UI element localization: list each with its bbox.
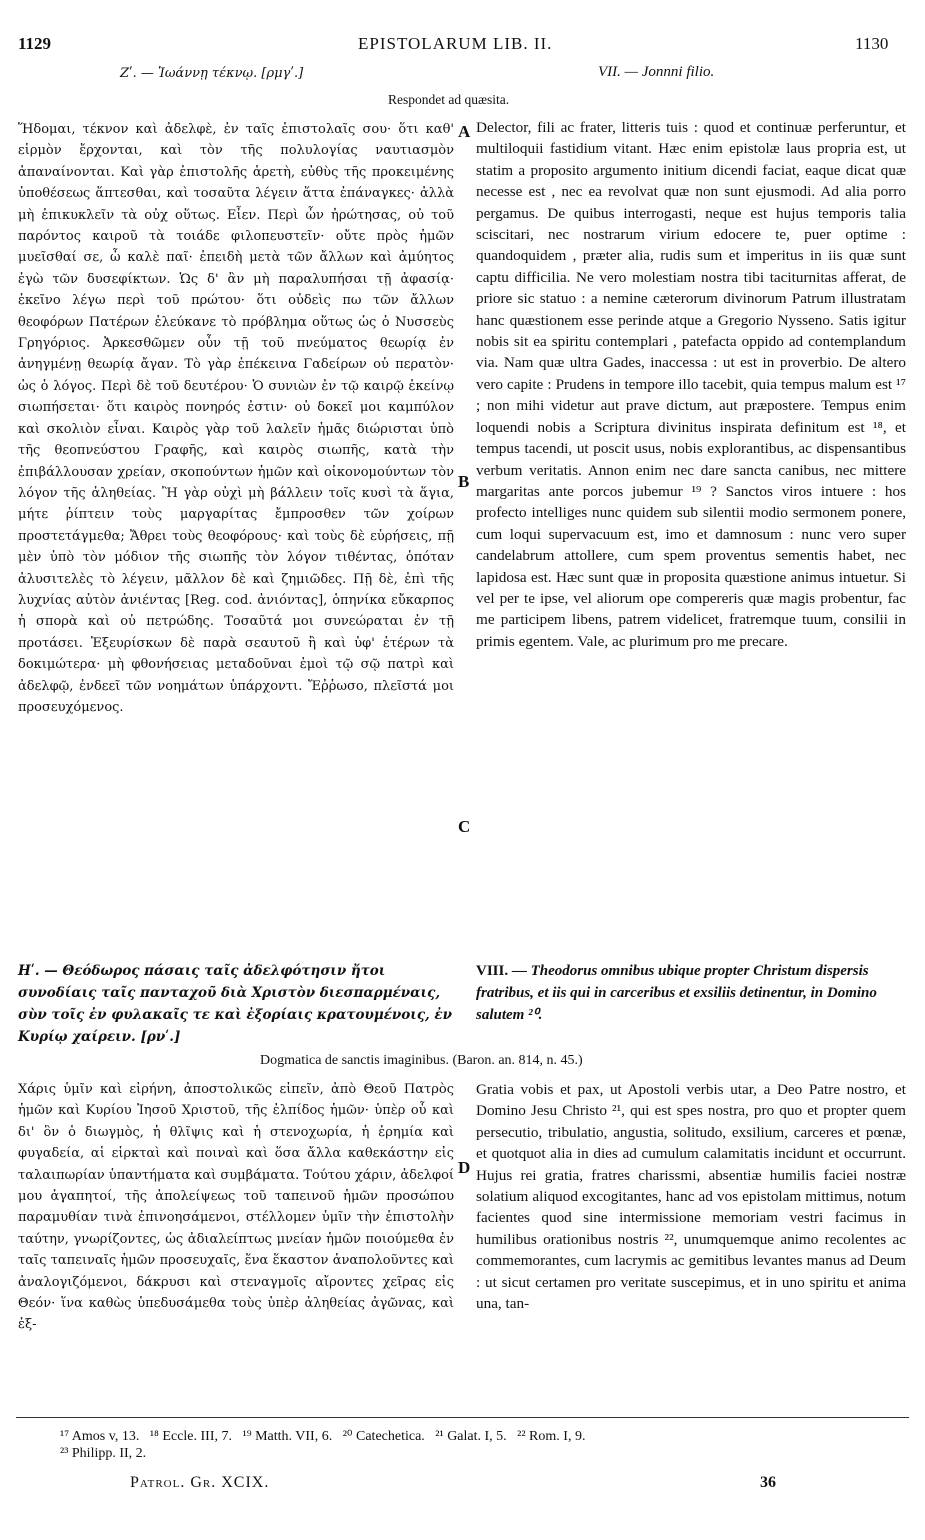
subtitle-8: Dogmatica de sanctis imaginibus. (Baron. an. 814, n. 45.) xyxy=(260,1053,583,1068)
latin-heading-7: VII. — Jonnni filio. xyxy=(598,64,715,80)
footnotes-line-1: ¹⁷ Amos v, 13. ¹⁸ Eccle. III, 7. ¹⁹ Matth. VII, 6. ²⁰ Catechetica. ²¹ Galat. I, 5. ²² Rom. I, 9. xyxy=(60,1429,586,1444)
latin-heading-8-number: VIII. — xyxy=(476,963,527,979)
greek-heading-7: Ζʹ. — Ἰωάννῃ τέκνῳ. [ρμγʹ.] xyxy=(120,66,304,81)
greek-heading-8: Ηʹ. — Θεόδωρος πάσαις ταῖς ἀδελφότησιν ἤτοι συνοδίαις ταῖς πανταχοῦ διὰ Χριστὸν διεσπαρμέναις, σὺν τοῖς ἐν φυλακαῖς τε καὶ ἐξορίαις κρατουμένοις, ἐν Κυρίῳ χαίρειν. [ρνʹ.] xyxy=(18,963,453,1045)
latin-text-8: Gratia vobis et pax, ut Apostoli verbis utar, a Deo Patre nostro, et Domino Jesu Christo ²¹, qui est spes nostra, pro quo et propter quem persecutio, tribulatio, angustia, solitudo, exsilium, carceres et pœnæ, et quotquot alia in dies ad cumulum calamitatis incidunt et occurrunt. Hujus rei gratia, fratres charissmi, absentiæ humilis faciei nostræ solatium aliquod excogitantes, hanc ad vos epistolam mittimus, notum facientes quod sine intermissione memoriam vestri facimus in humilibus orationibus nostris ²², unumquemque animo recolentes ac commemorantes, cum lacrymis ac gemitibus levantes manus ad Deum : ut sicut certamen pro veritate suscepimus, et in uno spiritu et anima una, tan- xyxy=(476,1081,906,1313)
volume-signature: Patrol. Gr. XCIX. xyxy=(130,1474,270,1491)
greek-text-7: Ἥδομαι, τέκνον καὶ ἀδελφὲ, ἐν ταῖς ἐπιστολαῖς σου· ὅτι καθ' εἱρμὸν ἔρχονται, καὶ τὸν τῆς πολυλογίας ναυτιασμὸν ἀπαναίνονται. Καὶ γὰρ ἐπιστολῆς ἀρετὴ, εὐθὺς τῆς προκειμένης ὑποθέσεως ἅπτεσθαι, καὶ τοσαῦτα λέγειν ἅττα ἐπάναγκες· ἀλλὰ μὴ ἐπικυκλεῖν τὰ οὐχ οὕτως. Εἶεν. Περὶ ὧν ἠρώτησας, οὐ τοῦ παρόντος καιροῦ τὰ τοιάδε φιλοπευστεῖν· οὔτε πρὸς ἡμῶν μυεῖσθαί σε, ὦ καλὲ παῖ· ἐπειδὴ μετὰ τῶν ἄλλων καὶ ἀμύητος ἐγὼ τῶν δυσεφίκτων. Ὡς δ' ἂν μὴ παραλυπήσαι τῇ ἀφασίᾳ· ἐκεῖνο λέγω περὶ τοῦ πρώτου· ὅτι οὐδεὶς πω τῶν ἄλλων θεοφόρων Πατέρων ἐλεύκανε τὸ πρόβλημα οὕτως ὡς ὁ Νυσσεὺς Γρηγόριος. Ἀρκεσθῶμεν οὖν τῇ τοῦ πνεύματος θεωρίᾳ ἐν ἀνηγμένῃ θεωρίᾳ ἄγαν. Τὸ γὰρ ἐπέκεινα Γαδείρων οὐ περατὸν· ὡς ὁ λόγος. Περὶ δὲ τοῦ δευτέρου· Ὁ συνιὼν ἐν τῷ καιρῷ ἐκείνῳ σιωπήσεται· ὅτι καιρὸς πονηρός ἐστιν· οὐ δοκεῖ μοι καμπύλον καὶ σκολιὸν εἶναι. Καιρὸς γὰρ τοῦ λαλεῖν ἡμᾶς διώρισται ὑπὸ τῆς θεοπνεύστου Γραφῆς, καὶ καιρὸς σιωπῆς, κατὰ τὴν ἐπιβάλλουσαν χρείαν, σκοπούντων ἡμῶν καὶ οἰκονομούντων τὸν λόγον τῆς ἀληθείας. Ἢ γὰρ οὐχὶ μὴ βάλλειν τοῖς κυσὶ τὰ ἅγια, μήτε ῥίπτειν τοὺς μαργαρίτας ἔμπροσθεν τῶν χοίρων προστετάγμεθα; Ἄθρει τοὺς θεοφόρους· καὶ τοὺς δὲ εὑρήσεις, πῇ μὲν ὑπὸ τὸν μόδιον τῆς σιωπῆς τὸν λόγον τιθέντας, ὁπόταν ἀλυσιτελὲς τὸ λέγειν, μᾶλλον δὲ καὶ ζημιῶδες. Πῇ δὲ, ἐπὶ τῆς λυχνίας αὐτὸν ἀνιέντας [Reg. cod. ἀνιόντας], ὁπηνίκα εὔκαρπος ἡ σπορὰ καὶ οὐ πετρώδης. Τοσαῦτά μοι συνεώραται ἐν τῇ προτάσει. Ἐξευρίσκων δὲ παρὰ σεαυτοῦ ἢ καὶ ὑφ' ἑτέρων τὰ δοκιμώτερα· μὴ φθονήσειας μεταδοῦναι ἐμοὶ τῷ σῷ πατρὶ καὶ ἀδελφῷ, ἐνδεεῖ τῶν νοημάτων ὑπάρχοντι. Ἔῤῥωσο, πλεῖστά μοι προσευχόμενος. xyxy=(18,122,454,715)
greek-column-8 xyxy=(18,1079,454,1409)
footnote-rule xyxy=(16,1417,909,1418)
latin-heading-8 xyxy=(476,960,906,1026)
footnotes-line-2: ²³ Philipp. II, 2. xyxy=(60,1446,147,1461)
left-page-number: 1129 xyxy=(18,34,52,53)
latin-text-7: Delector, fili ac frater, litteris tuis : quod et continuæ perferuntur, et multiloquii fastidium vitant. Hæc enim epistolæ laus propria est, ut statim a proposito argumento initium dicendi faciat, eaque dicat quæ necesse est , nec ea revolvat quæ non sunt ejusmodi. Ad alia porro pergamus. De quibus interrogasti, neque est hujus temporis talia sciscitari, nec nostrarum virium edocere te, puer optime : quandoquidem , præter alia, rudis sum et imperitus in iis quæ sunt captu difficilia. Ne vero molestiam nostra tibi taciturnitas afferat, de priore sic statuo : a nemine cæterorum divinorum Patrum illustratam hanc quæstionem esse perinde atque a Gregorio Nysseno. Satis igitur nobis sit ea spiritu contemplari , patefacta oppido ad contemplandum via. Nam quæ ultra Gades, inaccessa : ut est in proverbio. De altero vero capite : Prudens in tempore illo tacebit, quia tempus malum est ¹⁷ ; non mihi videtur aut prave dictum, aut præpostere. Tempus enim loquendi nobis a Scriptura divinitus inspirata definitum est ¹⁸, et tempus tacendi, ut poscit usus, nobis explorantibus, ac dispensantibus verbum veritatis. Annon enim nec dare sancta canibus, nec mittere margaritas ante porcos jubemur ¹⁹ ? Sanctos viros intuere : hos profecto intelliges nunc quidem sub silentii modio sermonem ponere, cum loqui supervacuum est, imo et damnosum : nunc vero super candelabrum attollere, cum spem proventus sementis habet, nec lapidosa est. Hæc sunt quæ in proposita quæstione animus intuetur. Si vel per te ipse, vel aliorum ope compereris quæ magis probentur, fac me participem libens, patrem videlicet, fratremque tuum, consilii in primis egentem. Vale, ac plurimum pro me precare. xyxy=(476,119,906,650)
margin-letter-a: A xyxy=(458,122,471,141)
latin-heading-8-text: Theodorus omnibus ubique propter Christum dispersis fratribus, et iis qui in carceribus et exsiliis detinentur, in Domino salutem ²⁰. xyxy=(476,963,877,1023)
margin-letter-b: B xyxy=(458,472,470,491)
greek-column-7 xyxy=(18,119,454,939)
greek-text-8: Χάρις ὑμῖν καὶ εἰρήνη, ἀποστολικῶς εἰπεῖν, ἀπὸ Θεοῦ Πατρὸς ἡμῶν καὶ Κυρίου Ἰησοῦ Χριστοῦ, τῆς ἐλπίδος ἡμῶν· ὑπὲρ οὗ καὶ δι' ὃν ὁ διωγμὸς, ἡ θλῖψις καὶ ἡ στενοχωρία, ἡ ἐρημία καὶ φυγαδεία, αἱ εἱρκταὶ καὶ ποιναὶ καὶ ὅσα ἄλλα καθεκάστην εἰς ταλαιπωρίαν ὑπαντήματα καὶ συμβάματα. Τούτου χάριν, ἀδελφοί μου ἀγαπητοί, τῆς ἀπολείψεως τοῦ ταπεινοῦ ἡμῶν προσώπου παραμυθίαν τινὰ ἐπινοησάμενοι, στέλλομεν ὑμῖν τὴν ἐπιστολὴν ταύτην, γνωρίζοντες, ὡς ἀδιαλείπτως μνείαν ἡμῶν ποιούμεθα ἐν ταῖς ταπειναῖς ἡμῶν προσευχαῖς, ἕνα ἕκαστον ἀναπολοῦντες καὶ ἀναλογιζόμενοι, δάκρυσι καὶ στεναγμοῖς αἴροντες χεῖρας εἰς Θεόν· ἵνα καθὼς ὑπεδυσάμεθα τοὺς ὑπὲρ ἀληθείας ἀγῶνας, καὶ ἐξ- xyxy=(18,1082,454,1333)
latin-column-7 xyxy=(476,117,906,957)
margin-letter-d: D xyxy=(458,1158,471,1177)
latin-column-8 xyxy=(476,1079,906,1409)
running-title: EPISTOLARUM LIB. II. xyxy=(358,34,553,53)
right-page-number: 1130 xyxy=(855,34,889,53)
sheet-number: 36 xyxy=(760,1474,776,1491)
subtitle-7: Respondet ad quæsita. xyxy=(388,92,510,107)
margin-letter-c: C xyxy=(458,817,471,836)
